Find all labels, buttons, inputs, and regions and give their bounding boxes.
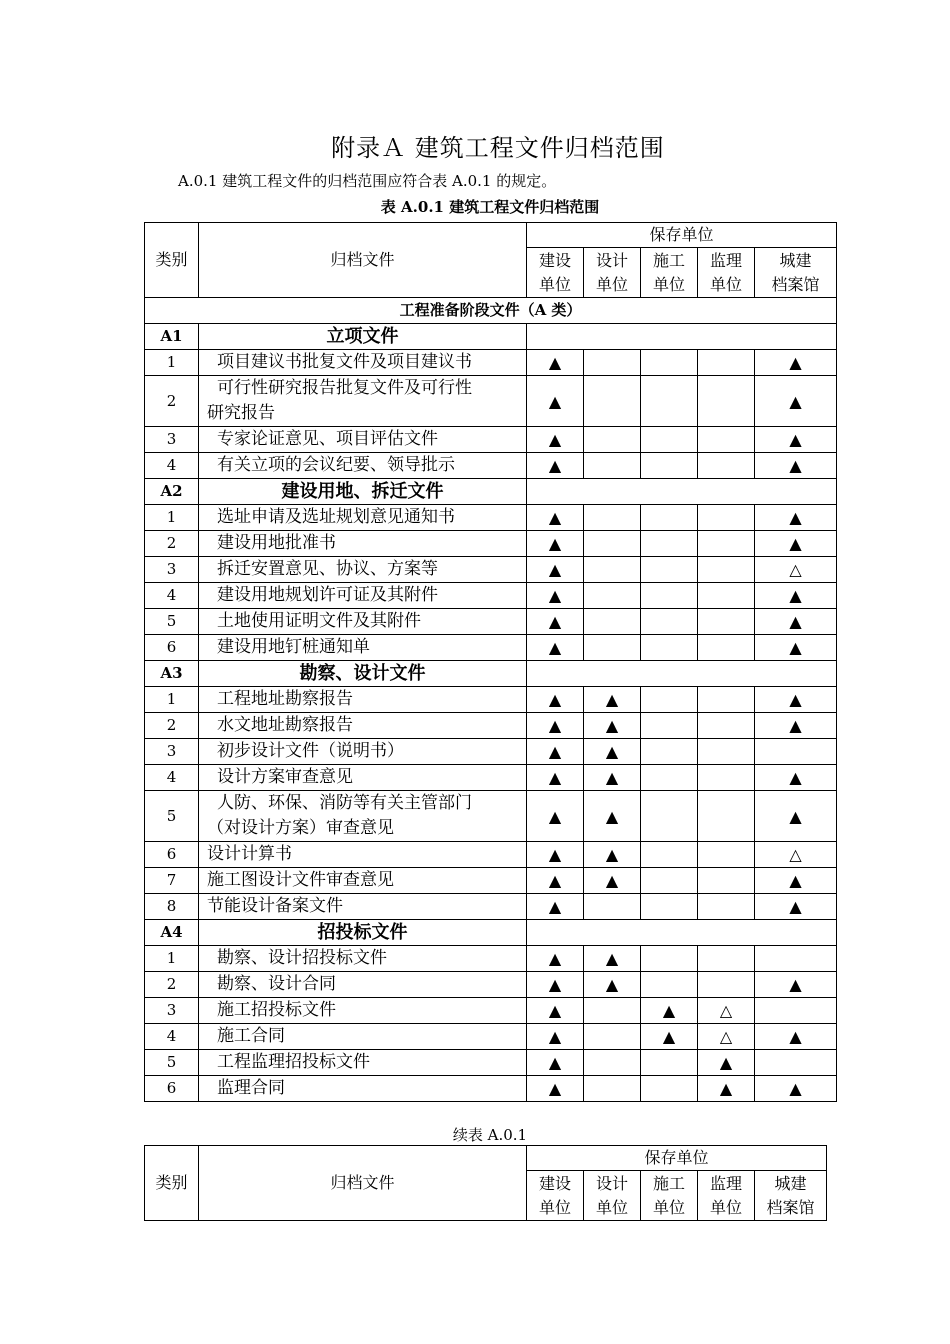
row-mark: ▲ [527,583,584,609]
row-mark: ▲ [527,376,584,427]
row-document: 项目建议书批复文件及项目建议书 [199,350,527,376]
row-mark [698,842,755,868]
row-number: 1 [145,687,199,713]
row-document: 土地使用证明文件及其附件 [199,609,527,635]
row-mark [641,868,698,894]
table-row [145,868,837,894]
row-mark [641,765,698,791]
header-document: 归档文件 [199,223,527,298]
header-unit-line: 单位 [652,274,685,294]
row-mark [584,583,641,609]
row-number: 4 [145,583,199,609]
header-unit-line: 建设 [538,1173,571,1193]
stage-row [145,298,837,324]
row-document: 施工招投标文件 [199,998,527,1024]
header-unit-line: 设计 [595,250,628,270]
row-number: 4 [145,765,199,791]
table-row [145,453,837,479]
row-mark [755,1050,837,1076]
row-number: 8 [145,894,199,920]
row-mark: ▲ [584,739,641,765]
row-mark: ▲ [527,972,584,998]
section-code: A3 [145,661,199,687]
row-mark: ▲ [755,453,837,479]
table-row [145,1050,837,1076]
row-mark [698,350,755,376]
row-number: 2 [145,376,199,427]
header-unit-line: 档案馆 [771,274,820,294]
row-mark [698,894,755,920]
row-mark: ▲ [755,376,837,427]
row-mark: ▲ [527,453,584,479]
row-mark: ▲ [527,739,584,765]
header-unit [698,248,755,298]
row-mark [584,1076,641,1102]
row-mark: △ [755,557,837,583]
row-mark [698,557,755,583]
header-document: 归档文件 [199,1146,527,1221]
row-mark: ▲ [755,583,837,609]
row-document: 勘察、设计合同 [199,972,527,998]
row-mark: ▲ [755,972,837,998]
header-unit-line: 施工 [652,250,685,270]
row-mark [584,635,641,661]
row-mark: ▲ [698,1076,755,1102]
row-mark: ▲ [527,868,584,894]
row-mark: ▲ [527,531,584,557]
row-document: 建设用地规划许可证及其附件 [199,583,527,609]
header-unit [584,1171,641,1221]
row-mark: ▲ [584,946,641,972]
row-document: 初步设计文件（说明书） [199,739,527,765]
row-mark: ▲ [527,765,584,791]
row-mark: ▲ [527,557,584,583]
table-row [145,376,837,427]
row-mark: ▲ [755,350,837,376]
row-mark [584,505,641,531]
row-mark: ▲ [527,505,584,531]
table-row [145,791,837,842]
row-document: 选址申请及选址规划意见通知书 [199,505,527,531]
row-mark [584,376,641,427]
header-unit-line: 档案馆 [766,1197,815,1217]
section-title: 招投标文件 [199,920,527,946]
row-number: 6 [145,1076,199,1102]
row-document: 设计计算书 [199,842,527,868]
row-number: 6 [145,635,199,661]
section-title: 立项文件 [199,324,527,350]
row-document: 专家论证意见、项目评估文件 [199,427,527,453]
row-document-line: 人防、环保、消防等有关主管部门 [217,793,472,813]
stage-title: 工程准备阶段文件（A 类） [145,298,837,324]
header-category: 类别 [145,223,199,298]
continued-caption: 续表 A.0.1 [452,1126,528,1144]
row-mark: ▲ [527,427,584,453]
section-code: A2 [145,479,199,505]
continued-table-header [144,1145,827,1221]
table-row [145,739,837,765]
header-unit [641,248,698,298]
section-blank [527,479,837,505]
row-mark [698,791,755,842]
row-mark [698,635,755,661]
header-category: 类别 [145,1146,199,1221]
row-mark: ▲ [755,1076,837,1102]
table-row [145,427,837,453]
header-unit-line: 设计 [595,1173,628,1193]
row-mark: ▲ [755,531,837,557]
header-unit [698,1171,755,1221]
row-mark: ▲ [755,609,837,635]
section-title: 建设用地、拆迁文件 [199,479,527,505]
row-mark [641,557,698,583]
row-number: 6 [145,842,199,868]
table-row [145,687,837,713]
row-mark [698,453,755,479]
row-mark [641,583,698,609]
table-row [145,557,837,583]
header-unit [584,248,641,298]
row-mark: ▲ [755,868,837,894]
row-mark [584,894,641,920]
row-mark [584,1050,641,1076]
row-mark [641,894,698,920]
section-code: A1 [145,324,199,350]
row-mark: ▲ [584,687,641,713]
row-mark [698,376,755,427]
row-mark [755,739,837,765]
row-document: 施工图设计文件审查意见 [199,868,527,894]
header-unit [641,1171,698,1221]
row-mark [641,713,698,739]
table-caption: 表 A.0.1 建筑工程文件归档范围 [380,198,600,216]
row-mark: ▲ [527,350,584,376]
row-number: 5 [145,1050,199,1076]
row-mark: ▲ [641,998,698,1024]
row-mark [584,998,641,1024]
row-mark [698,583,755,609]
row-mark: ▲ [755,765,837,791]
row-mark [641,531,698,557]
row-mark: ▲ [527,998,584,1024]
row-mark [584,350,641,376]
row-number: 3 [145,998,199,1024]
header-unit-line: 单位 [595,1197,628,1217]
row-mark: △ [755,842,837,868]
section-code: A4 [145,920,199,946]
row-number: 2 [145,972,199,998]
table-row [145,713,837,739]
row-mark [641,635,698,661]
row-number: 7 [145,868,199,894]
row-mark: ▲ [755,635,837,661]
header-keepers: 保存单位 [527,1146,827,1171]
row-mark [641,946,698,972]
header-unit [755,1171,827,1221]
row-mark: ▲ [755,505,837,531]
row-mark [698,687,755,713]
row-mark [584,1024,641,1050]
row-mark [641,376,698,427]
section-row [145,661,837,687]
row-mark: ▲ [527,842,584,868]
row-mark [641,791,698,842]
row-mark [584,453,641,479]
row-number: 3 [145,427,199,453]
row-mark: ▲ [755,713,837,739]
table-row [145,1076,837,1102]
row-mark [641,739,698,765]
row-mark [698,946,755,972]
table-row [145,842,837,868]
row-document: 水文地址勘察报告 [199,713,527,739]
row-mark: ▲ [584,713,641,739]
table-row [145,505,837,531]
row-mark: ▲ [527,894,584,920]
row-number: 2 [145,531,199,557]
row-mark [641,453,698,479]
row-mark: △ [698,998,755,1024]
row-number: 1 [145,505,199,531]
intro-paragraph: A.0.1 建筑工程文件的归档范围应符合表 A.0.1 的规定。 [178,172,557,190]
row-mark [755,946,837,972]
row-mark: ▲ [755,687,837,713]
row-mark: ▲ [584,791,641,842]
row-mark: △ [698,1024,755,1050]
header-unit [527,248,584,298]
section-title: 勘察、设计文件 [199,661,527,687]
header-unit-line: 监理 [709,1173,742,1193]
header-row [145,1146,827,1171]
row-mark [584,531,641,557]
row-document [199,791,527,842]
row-mark [584,557,641,583]
row-mark: ▲ [755,791,837,842]
table-row [145,609,837,635]
row-number: 3 [145,557,199,583]
row-mark: ▲ [527,609,584,635]
row-mark [755,998,837,1024]
row-mark [698,739,755,765]
row-mark [641,350,698,376]
row-mark: ▲ [584,868,641,894]
row-mark [698,505,755,531]
row-number: 4 [145,1024,199,1050]
row-number: 1 [145,350,199,376]
row-number: 3 [145,739,199,765]
row-number: 1 [145,946,199,972]
row-document: 施工合同 [199,1024,527,1050]
table-row [145,998,837,1024]
row-mark: ▲ [527,1076,584,1102]
row-document: 工程地址勘察报告 [199,687,527,713]
row-document: 建设用地钉桩通知单 [199,635,527,661]
header-unit-line: 建设 [538,250,571,270]
section-blank [527,661,837,687]
row-mark: ▲ [527,687,584,713]
table-row [145,946,837,972]
table-row [145,972,837,998]
header-unit-line: 单位 [709,274,742,294]
row-mark: ▲ [527,1024,584,1050]
row-mark: ▲ [755,427,837,453]
row-mark: ▲ [527,946,584,972]
header-keepers: 保存单位 [527,223,837,248]
header-row [145,223,837,248]
header-unit-line: 单位 [538,1197,571,1217]
row-document-line: （对设计方案）审查意见 [207,818,394,838]
header-unit-line: 城建 [779,250,812,270]
row-mark [641,1076,698,1102]
table-row [145,894,837,920]
row-mark [698,972,755,998]
header-unit [755,248,837,298]
row-mark [641,1050,698,1076]
row-document: 建设用地批准书 [199,531,527,557]
row-mark [641,687,698,713]
row-number: 5 [145,609,199,635]
row-mark [698,609,755,635]
row-mark: ▲ [527,713,584,739]
row-mark [698,713,755,739]
table-row [145,531,837,557]
row-mark: ▲ [527,1050,584,1076]
section-row [145,324,837,350]
row-document: 监理合同 [199,1076,527,1102]
row-mark: ▲ [755,894,837,920]
row-mark [641,972,698,998]
row-number: 4 [145,453,199,479]
row-document: 勘察、设计招投标文件 [199,946,527,972]
header-unit-line: 城建 [774,1173,807,1193]
row-mark: ▲ [527,791,584,842]
row-mark [641,842,698,868]
header-unit-line: 施工 [652,1173,685,1193]
row-document: 设计方案审查意见 [199,765,527,791]
section-row [145,920,837,946]
row-number: 5 [145,791,199,842]
section-blank [527,920,837,946]
row-mark: ▲ [584,842,641,868]
row-mark [698,765,755,791]
table-row [145,635,837,661]
section-blank [527,324,837,350]
table-row [145,765,837,791]
row-mark [641,427,698,453]
row-mark [584,609,641,635]
header-unit [527,1171,584,1221]
row-document: 节能设计备案文件 [199,894,527,920]
row-document: 有关立项的会议纪要、领导批示 [199,453,527,479]
archive-scope-table [144,222,837,1102]
table-row [145,1024,837,1050]
row-document: 工程监理招投标文件 [199,1050,527,1076]
header-unit-line: 单位 [595,274,628,294]
row-mark [584,427,641,453]
section-row [145,479,837,505]
row-document [199,376,527,427]
row-mark: ▲ [584,972,641,998]
row-document-line: 可行性研究报告批复文件及可行性 [217,378,472,398]
header-unit-line: 单位 [538,274,571,294]
row-mark: ▲ [698,1050,755,1076]
row-document-line: 研究报告 [207,403,275,423]
row-mark [698,427,755,453]
row-mark: ▲ [527,635,584,661]
row-mark [641,609,698,635]
page-title: 附录Ａ 建筑工程文件归档范围 [331,134,665,162]
row-mark: ▲ [584,765,641,791]
table-row [145,350,837,376]
header-unit-line: 监理 [709,250,742,270]
row-document: 拆迁安置意见、协议、方案等 [199,557,527,583]
row-mark: ▲ [755,1024,837,1050]
row-mark [698,868,755,894]
header-unit-line: 单位 [652,1197,685,1217]
row-mark [641,505,698,531]
row-mark [698,531,755,557]
header-unit-line: 单位 [709,1197,742,1217]
row-mark: ▲ [641,1024,698,1050]
table-row [145,583,837,609]
row-number: 2 [145,713,199,739]
